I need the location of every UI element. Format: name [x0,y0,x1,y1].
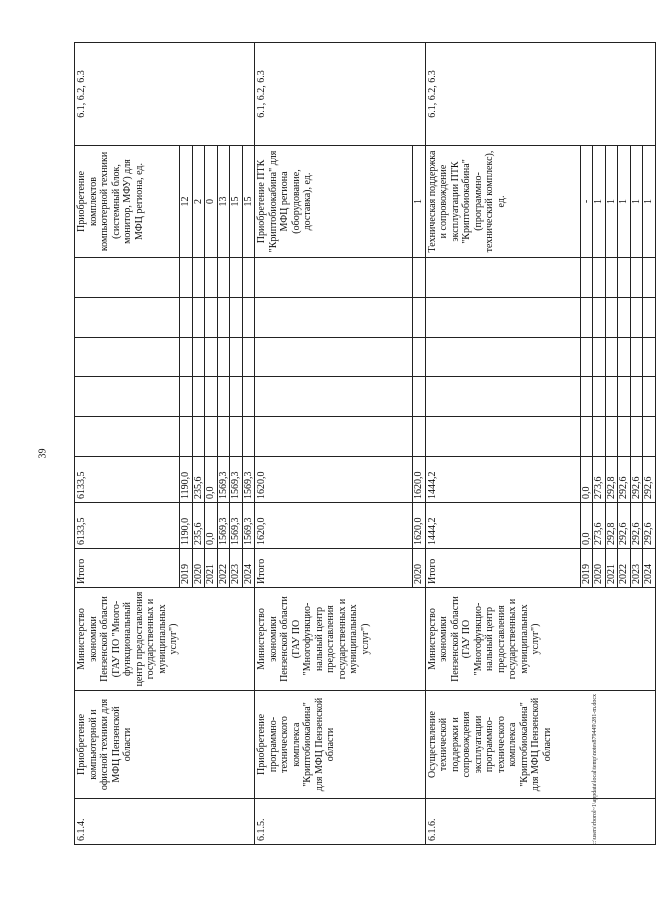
amount-regional: 0,0 [205,457,218,503]
empty-cell [255,338,413,377]
amount-regional: 292,8 [605,457,618,503]
empty-cell [255,417,413,457]
empty-cell [192,258,205,298]
empty-cell [217,377,230,417]
year: 2021 [605,549,618,588]
empty-cell [205,298,218,338]
empty-cell [605,417,618,457]
year: 2024 [643,549,656,588]
measure-name: Приобретение программно-технического комплекса "Криптобиокабина" для МФЦ Пензенской области [255,691,426,799]
indicator-value: 1 [413,146,426,258]
amount-regional: 235,6 [192,457,205,503]
measure-name: Осуществление технической поддержки и сопровождения эксплуатации программно-технического комплекса "Криптобиокабина" для МФЦ Пензенской области [425,691,655,799]
measure-number: 6.1.4. [75,799,255,845]
amount-regional: 292,6 [630,457,643,503]
empty-cell [618,338,631,377]
empty-cell [630,417,643,457]
target-indicator-ref: 6.1, 6.2, 6.3 [255,43,426,146]
empty-cell [425,298,580,338]
empty-cell [593,258,606,298]
empty-cell [618,258,631,298]
measure-name: Приобретение компьютерной и офисной техники для МФЦ Пензенской области [75,691,255,799]
indicator-value: 1 [605,146,618,258]
empty-cell [230,377,243,417]
empty-cell [180,377,193,417]
empty-cell [618,298,631,338]
amount-regional: 1190,0 [180,457,193,503]
page-number: 39 [37,448,49,459]
indicator-value: 1 [618,146,631,258]
empty-cell [192,298,205,338]
total-amount-regional: 1620,0 [255,457,413,503]
empty-cell [180,417,193,457]
empty-cell [413,417,426,457]
year: 2021 [205,549,218,588]
indicator-name: Приобретение ПТК "Криптобиокабина" для МФЦ региона (оборудование, доставка), ед. [256,150,313,253]
empty-cell [205,417,218,457]
amount-regional: 292,6 [643,457,656,503]
indicator-value: 1 [630,146,643,258]
measure-executor: Министерство экономики Пензенской области (ГАУ ПО "Многофункцио-нальный центр предоставления государственных и муниципальных услуг") [425,588,655,691]
empty-cell [425,338,580,377]
empty-cell [255,377,413,417]
empty-cell [605,377,618,417]
empty-cell [593,377,606,417]
total-label: Итого [425,549,580,588]
empty-cell [255,258,413,298]
indicator-name: Приобретение комплектов компьютерной техники (системный блок, монитор, МФУ) для МФЦ региона, ед. [76,151,145,252]
empty-cell [643,258,656,298]
empty-cell [230,258,243,298]
total-amount: 1620,0 [255,503,413,549]
empty-cell [605,258,618,298]
empty-cell [242,338,255,377]
measure-executor: Министерство экономики Пензенской области (ГАУ ПО "Многофункцио-нальный центр предоставления государственных и муниципальных услуг") [255,588,426,691]
indicator-value: 15 [230,146,243,258]
empty-cell [593,417,606,457]
empty-cell [630,338,643,377]
amount-regional: 292,6 [618,457,631,503]
indicator-value: - [580,146,593,258]
empty-cell [205,377,218,417]
empty-cell [605,298,618,338]
empty-cell [255,298,413,338]
program-measures-table [74,42,656,845]
empty-cell [643,338,656,377]
empty-cell [413,258,426,298]
measure-row [425,43,580,845]
empty-cell [593,338,606,377]
indicator-value: 1 [593,146,606,258]
total-amount-regional: 6133,5 [75,457,180,503]
year: 2019 [580,549,593,588]
empty-cell [75,417,180,457]
empty-cell [242,417,255,457]
year: 2020 [192,549,205,588]
empty-cell [580,338,593,377]
empty-cell [217,338,230,377]
empty-cell [242,298,255,338]
amount-regional: 1569,3 [242,457,255,503]
empty-cell [413,298,426,338]
measure-number: 6.1.6. [425,799,655,845]
indicator-value: 2 [192,146,205,258]
empty-cell [217,298,230,338]
empty-cell [580,298,593,338]
amount-regional: 273,6 [593,457,606,503]
empty-cell [618,417,631,457]
indicator-value: 0 [205,146,218,258]
indicator-cell [255,146,413,258]
empty-cell [75,258,180,298]
empty-cell [643,377,656,417]
empty-cell [180,338,193,377]
empty-cell [75,298,180,338]
total-amount: 6133,5 [75,503,180,549]
indicator-name: Техническая поддержка и сопровождение эксплуатации ПТК "Криптобиокабина" (программно-технический комплекс), ед. [426,150,507,253]
amount: 292,6 [618,503,631,549]
empty-cell [192,338,205,377]
empty-cell [217,417,230,457]
indicator-value: 15 [242,146,255,258]
empty-cell [205,338,218,377]
amount: 0,0 [580,503,593,549]
empty-cell [230,338,243,377]
empty-cell [242,258,255,298]
empty-cell [425,417,580,457]
empty-cell [643,417,656,457]
amount: 1620,0 [413,503,426,549]
measure-row [75,43,180,845]
empty-cell [605,338,618,377]
target-indicator-ref: 6.1, 6.2, 6.3 [425,43,655,146]
year: 2020 [593,549,606,588]
amount: 1569,3 [230,503,243,549]
empty-cell [630,258,643,298]
indicator-value: 12 [180,146,193,258]
amount: 1569,3 [242,503,255,549]
empty-cell [413,338,426,377]
year: 2023 [230,549,243,588]
table-body [75,43,656,845]
empty-cell [217,258,230,298]
file-path-footer: c:\users\rborol~1\appdata\local\temp\notes879449\281-m.docx [592,693,598,845]
amount: 273,6 [593,503,606,549]
total-label: Итого [255,549,413,588]
year: 2024 [242,549,255,588]
empty-cell [425,377,580,417]
total-amount-regional: 1444,2 [425,457,580,503]
year: 2019 [180,549,193,588]
year: 2020 [413,549,426,588]
empty-cell [643,298,656,338]
indicator-value: 13 [217,146,230,258]
empty-cell [580,377,593,417]
empty-cell [180,298,193,338]
empty-cell [580,258,593,298]
empty-cell [75,338,180,377]
year: 2023 [630,549,643,588]
empty-cell [192,377,205,417]
amount-regional: 1620,0 [413,457,426,503]
empty-cell [425,258,580,298]
amount-regional: 0,0 [580,457,593,503]
empty-cell [230,417,243,457]
empty-cell [630,377,643,417]
empty-cell [630,298,643,338]
amount: 1190,0 [180,503,193,549]
year: 2022 [217,549,230,588]
amount: 292,8 [605,503,618,549]
empty-cell [192,417,205,457]
empty-cell [205,258,218,298]
empty-cell [180,258,193,298]
measure-number: 6.1.5. [255,799,426,845]
empty-cell [593,298,606,338]
amount: 0,0 [205,503,218,549]
amount: 235,6 [192,503,205,549]
measure-executor: Министерство экономики Пензенской области (ГАУ ПО "Много-функциональный центр предоставления государственных и муниципальных услуг") [75,588,255,691]
empty-cell [242,377,255,417]
amount-regional: 1569,3 [217,457,230,503]
total-label: Итого [75,549,180,588]
amount: 292,6 [630,503,643,549]
amount: 292,6 [643,503,656,549]
empty-cell [580,417,593,457]
empty-cell [75,377,180,417]
indicator-value: 1 [643,146,656,258]
amount-regional: 1569,3 [230,457,243,503]
indicator-cell [75,146,180,258]
target-indicator-ref: 6.1, 6.2, 6.3 [75,43,255,146]
measure-row [255,43,413,845]
empty-cell [413,377,426,417]
total-amount: 1444,2 [425,503,580,549]
amount: 1569,3 [217,503,230,549]
empty-cell [230,298,243,338]
indicator-cell [425,146,580,258]
empty-cell [618,377,631,417]
year: 2022 [618,549,631,588]
